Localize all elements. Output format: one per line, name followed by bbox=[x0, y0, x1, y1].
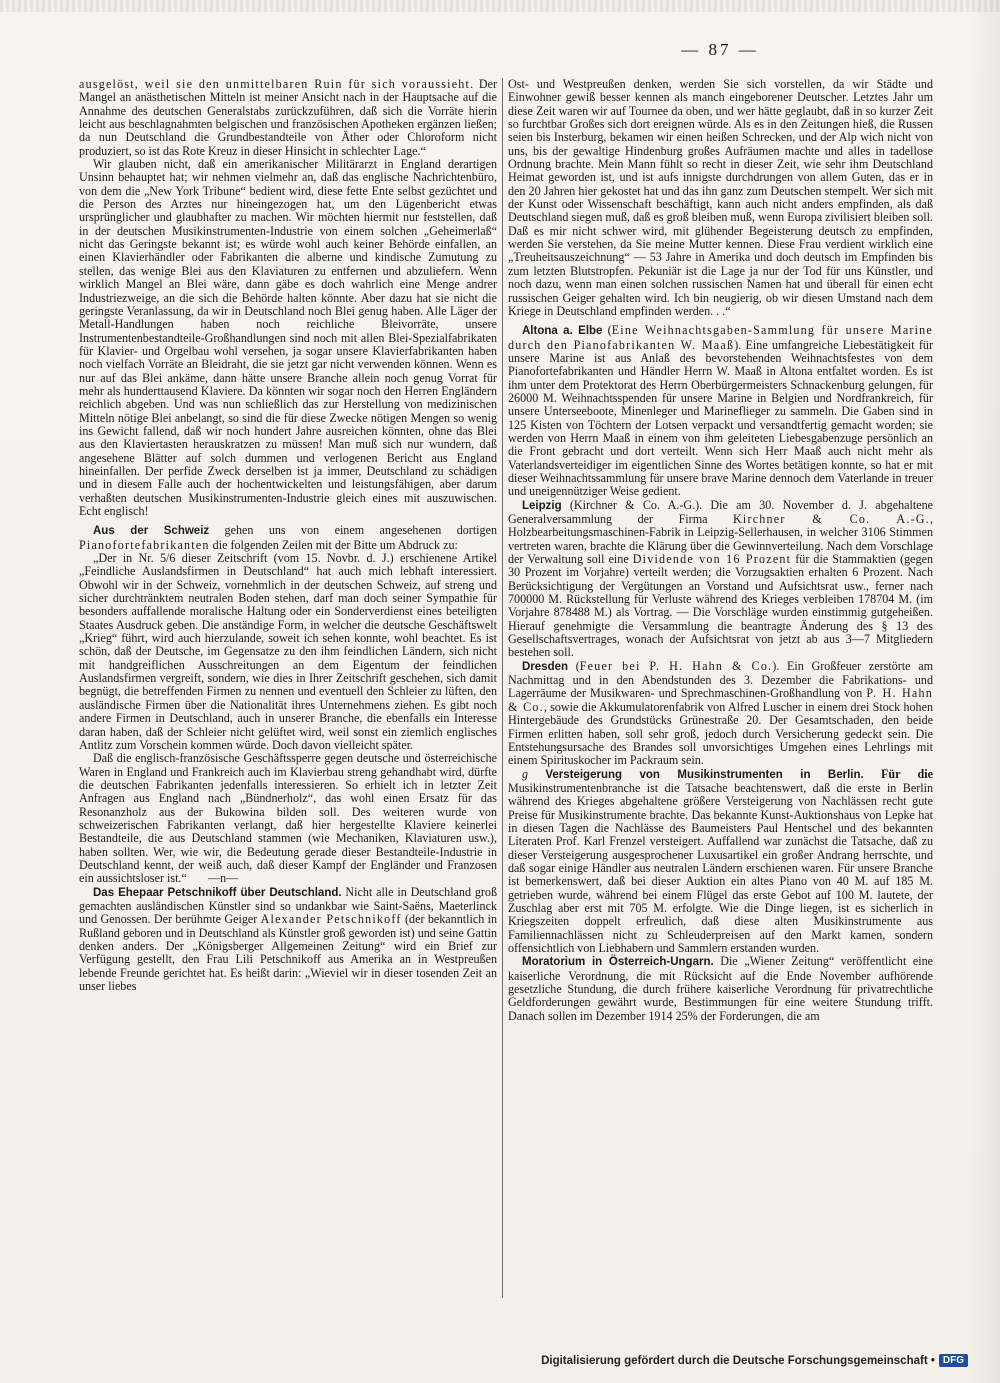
scan-top-edge bbox=[0, 0, 1000, 12]
article-paragraph: Daß die englisch-französische Geschäftssperre gegen deutsche und österreichische Waren in England und Frankreich auch im Klavierbau streng gehandhabt wird, dürfte die deutschen Fabrikanten jedenfalls interessieren. So erhielt ich in letzter Zeit Anfragen aus England nach „Bündnerholz“, das wohl einen Ersatz für das Resonanzholz aus der Bukowina bilden soll. Des weiteren wurde von schweizerischen Fabrikanten verlangt, daß hier hergestellte Klaviere keinerlei Bestandteile, die aus Deutschland stammen (wie Mechaniken, Klaviaturen usw.), haben sollten. Wer, wie wir, die Bedeutung gerade dieser Bestandteile-Industrie in Deutschland kennt, der weiß auch, daß dieser Kampf der Engländer und Franzosen ein aussichtsloser ist.“ —n— bbox=[79, 751, 497, 886]
article-paragraph: Leipzig (Kirchner & Co. A.-G.). Die am 30. November d. J. abgehaltene Generalversammlung der Firma Kirchner & Co. A.-G., Holzbearbeitungsmaschinen-Fabrik in Leipzig-Sellerhausen, in welcher 3106 Stimmen vertreten waren, brachte die Klärung über die Gewinnverteilung. Nach dem Vorschlage der Verwaltung soll eine Dividende von 16 Prozent für die Stammaktien (gegen 30 Prozent im Vorjahre) verteilt werden; die Vorzugsaktien erhalten 6 Prozent. Nach Berücksichtigung der Vergütungen an Vorstand und Aufsichtsrat usw., ferner nach 700000 M. Rückstellung für Verluste während des Krieges verbleiben 178704 M. (im Vorjahre 878488 M.) als Vortrag. — Die Vorschläge wurden einstimmig gutgeheißen. Hierauf genehmigte die Versammlung die beantragte Änderung des § 13 des Gesellschaftsvertrages, wonach der Aufsichtsrat von jetzt ab aus 3—7 Mitgliedern bestehen soll. bbox=[508, 497, 933, 660]
article-paragraph: g Versteigerung von Musikinstrumenten in Berlin. Für die Musikinstrumentenbranche ist die Tatsache beachtenswert, daß die erste in Berlin während des Krieges abgehaltene größere Versteigerung von Nachlässen recht gute Preise für Musikinstrumente brachte. Das bekannte Kunst-Auktionshaus von Lepke hat in diesen Tagen die Nachlässe des Baumeisters Paul Hentschel und des bekannten Literaten Prof. Karl Frenzel versteigert. Auffallend war zunächst die Tatsache, daß zu dieser Versteigerung ausgesprochener Luxusartikel ein großer Andrang herrschte, und daß sogar einige Händler aus neutralen Ländern erschienen waren. Für unsere Branche ist bemerkenswert, daß bei dieser Auktion ein altes Piano von 40 M. auf 185 M. getrieben wurde, während bei einem Flügel das erste Gebot auf 100 M. lautete, der Zuschlag aber erst mit 705 M. erfolgte. Wie die Dinge liegen, ist es sicherlich in Kriegszeiten doppelt erfreulich, daß diese alten Musikinstrumente aus Familiennachlässen nicht zu Schleuderpreisen auf den Markt kamen, sondern offensichtlich von Liebhabern und Sammlern erstanden wurden. bbox=[508, 766, 933, 955]
left-column bbox=[79, 78, 497, 993]
article-paragraph: Moratorium in Österreich-Ungarn. Die „Wiener Zeitung“ veröffentlicht eine kaiserliche Verordnung, die mit Rücksicht auf die Ende November aufhörende gesetzliche Stundung, die durch frühere kaiserliche Verordnung für privatrechtliche Geldforderungen gewährt wurde, Bestimmungen für eine weitere Stundung trifft. Danach sollen im Dezember 1914 25% der Forderungen, die am bbox=[508, 954, 933, 1023]
footer-credit bbox=[541, 1354, 968, 1367]
article-paragraph: Ost- und Westpreußen denken, werden Sie sich vorstellen, da wir Städte und Einwohner gewiß besser kennen als manch eingeborener Deutscher. Letztes Jahr um diese Zeit waren wir auf Tournee da oben, und wer hätte geglaubt, daß in so kurzer Zeit so furchtbar Großes sich dort ereignen würde. Als es in den Zeitungen hieß, die Russen seien bis Insterburg, bekamen wir einen heißen Schrecken, und der Alp wich nicht von uns, bis der gewaltige Hindenburg großes Aufräumen machte und alles in tadellose Ordnung brachte. Mein Mann fühlt so recht in dieser Zeit, wie sehr ihm Deutschland Heimat geworden ist, und ist aufs innigste durchdrungen von allem Guten, das er in den 20 Jahren hier gekostet hat und das ihn ganz zum Deutschen stempelt. Wer sich mit der Kunst oder Wissenschaft beschäftigt, kann auch nicht anders empfinden, als daß Deutschland siegen muß, daß es groß bleiben muß, wenn Europa zivilisiert bleiben soll. Daß es mir nicht schwer wird, mit glühender Begeisterung deutsch zu empfinden, werden Sie verstehen, da Sie meine Mutter kennen. Diese Frau verdient wirklich eine „Treuheitsauszeichnung“ — 53 Jahre in Amerika und doch deutsch im Empfinden bis zum letzten Blutstropfen. Pekuniär ist die Lage ja nur der Tod für uns Künstler, und noch dazu, wenn man einen solchen russischen Namen hat und überall für einen echt russischen Geiger gehalten wird. Ich bin neugierig, ob wir diesen Umstand nach dem Kriege in Deutschland empfinden werden. . .“ bbox=[508, 77, 933, 318]
article-paragraph: Altona a. Elbe (Eine Weihnachtsgaben-Sammlung für unsere Marine durch den Pianofabrikanten W. Maaß). Eine umfangreiche Liebestätigkeit für unsere Marine ist aus Anlaß des bevorstehenden Weihnachtsfestes von dem Pianofortefabrikanten und Händler Herrn W. Maaß in Altona entfaltet worden. Es ist ihm unter dem Protektorat des Herrn Oberbürgermeisters Schnackenburg gelungen, für 26000 M. Weihnachtsspenden für unsere Marine in Belgien und Nordfrankreich, für unsere Unterseeboote, Minenleger und Marineflieger zu sammeln. Die Gaben sind in 125 Kisten von Töchtern der Lotsen verpackt und versandtfertig gemacht worden; sie werden von Herrn Maaß in einem von ihm geleiteten Liebesgabenzuge persönlich an die Front gebracht und dort verteilt. Wenn sich Herr Maaß auch nicht mehr als Vaterlandsverteidiger im eigentlichen Sinne des Wortes betätigen konnte, so hat er mit dieser Weihnachtssammlung für unsere brave Marine dennoch dem Vaterlande in treuer und uneigennütziger Weise gedient. bbox=[508, 323, 933, 499]
column-divider bbox=[502, 78, 503, 1298]
article-paragraph: ausgelöst, weil sie den unmittelbaren Ruin für sich voraussieht. Der Mangel an anästhetischen Mitteln ist meiner Ansicht nach in der Hauptsache auf die Annahme des deutschen Generalstabs zurückzuführen, daß sich die Vorräte hierin leicht aus beschlagnahmten belgischen und französischen Apotheken ergänzen ließen; da nun Deutschland die Grundbestandteile von Äther oder Chloroform nicht produziert, so ist das Rote Kreuz in dieser Hinsicht in schlechter Lage.“ bbox=[79, 77, 497, 158]
footer-text: Digitalisierung gefördert durch die Deutsche Forschungsgemeinschaft • bbox=[541, 1354, 935, 1367]
article-paragraph: Aus der Schweiz gehen uns von einem angesehenen dortigen Pianofortefabrikanten die folgenden Zeilen mit der Bitte um Abdruck zu: bbox=[79, 523, 498, 552]
page-number-header bbox=[0, 40, 1000, 60]
article-paragraph: Das Ehepaar Petschnikoff über Deutschland. Nicht alle in Deutschland groß gemachten ausländischen Künstler sind so undankbar wie Saint-Saëns, Maeterlinck und Genossen. Der berühmte Geiger Alexander Petschnikoff (der bekanntlich in Rußland geboren und in Deutschland als Künstler groß geworden ist) und seine Gattin denken anders. Der „Königsberger Allgemeinen Zeitung“ wird ein Brief zur Verfügung gestellt, den Frau Lili Petschnikoff aus Amerika an in Westpreußen lebende Freunde gerichtet hat. Es heißt darin: „Wieviel wir in dieser tosenden Zeit an unser liebes bbox=[79, 884, 498, 994]
scan-right-edge bbox=[970, 0, 1000, 1383]
dfg-logo: DFG bbox=[939, 1354, 968, 1367]
article-paragraph: „Der in Nr. 5/6 dieser Zeitschrift (vom 15. Novbr. d. J.) erschienene Artikel „Feindliche Auslandsfirmen in Deutschland“ hat auch mich lebhaft interessiert. Obwohl wir in der Schweiz, vornehmlich in der deutschen Schweiz, auf streng und sicher durchtränktem neutralen Boden stehen, darf man doch seiner Sympathie für besonders auffallende moralische Haltung oder ein Sonderverdienst eines beteiligten Staates Ausdruck geben. Die anständige Form, in welcher die deutsche Geschäftswelt „Krieg“ führt, wird auch hierzulande, soweit ich sehen konnte, wohl beachtet. Es ist schön, daß der Deutsche, im Gegensatze zu den ihm feindlichen Ländern, sich nicht mit handgreiflichen Ausschreitungen an dem Eigentum der feindlichen Auslandsfirmen vergreift, sondern, wie dies in Ihrer Zeitschrift geschehen, sich damit begnügt, die betreffenden Firmen zu nennen und eventuell den Schleier zu lüften, den ausländische Firmen über die Nationalität ihres Unternehmens ziehen. Es gibt noch andere Firmen in Deutschland, auch in unserer Branche, die ebenfalls ein Interesse daran haben, daß der Schleier nicht gelüftet wird, weil sonst ein ziemlich englisches Antlitz zum Vorschein kommen würde. Doch davon vielleicht später. bbox=[79, 551, 497, 752]
article-paragraph: Wir glauben nicht, daß ein amerikanischer Militärarzt in England derartigen Unsinn behauptet hat; wir nehmen vielmehr an, daß das englische Nachrichtenbüro, von dem die „New York Tribune“ bedient wird, diese fette Ente selbst gezüchtet und die Person des Arztes nur hineingezogen hat, um den Lügenbericht etwas ursprünglicher und glaubhafter zu machen. Wir möchten hiermit nur feststellen, daß in der deutschen Musikinstrumenten-Industrie von einem solchen „Geheimerlaß“ nicht das Geringste bekannt ist; es würde wohl auch keiner Behörde einfallen, an einen Klavierhändler oder Fabrikanten die alberne und kindische Zumutung zu stellen, das wenige Blei aus den Klaviaturen zu entfernen und abzuliefern. Wenn wirklich Mangel an Blei wäre, dann gäbe es doch wahrlich eine Menge andrer Industriezweige, an die sich die Behörde halten könnte. Aber dazu hat sie nicht die geringste Veranlassung, da wir in Deutschland noch Blei genug haben. Alle Läger der Metall-Handlungen haben noch reichliche Bleivorräte, unsere Instrumentenbestandteile-Großhandlungen sind noch mit allen Blei-Spezialfabrikaten für Klavier- und Orgelbau wohl versehen, ja sogar unsere Klavierfabrikanten haben noch vielfach Vorräte an Bleidraht, die sie jetzt gar nicht verwenden können. Wenn es nur auf das Blei ankäme, dann hätte unsere Branche allein noch genug Vorrat für mehr als hunderttausend Klaviere. Da könnten wir sogar noch den Herren Engländern reichlich abgeben. Und was nun schließlich das zur Herstellung von medizinischen Mitteln nötige Blei anbelangt, so sind die für diese Zwecke nötigen Mengen so wenig ins Gewicht fallend, daß wir noch hundert Jahre ausreichen könnten, ohne das Blei aus den Klaviertasten herauskratzen zu müssen! Man muß sich nur wundern, daß angesehene Blätter auf solch dummen und verlogenen Bericht aus England hineinfallen. Der perfide Zweck derselben ist ja immer, Deutschland zu schädigen und in diesem Falle auch der hochentwickelten und leistungsfähigen, aber darum verhaßten deutschen Musikinstrumenten-Industrie gleich eines mit auszuwischen. Echt englisch! bbox=[79, 157, 497, 518]
page-number: — 87 — bbox=[681, 40, 759, 59]
article-paragraph: Dresden (Feuer bei P. H. Hahn & Co.). Ein Großfeuer zerstörte am Nachmittag und in den Abendstunden des 3. Dezember die Fabrikations- und Lagerräume der Musikwaren- und Sprechmaschinen-Großhandlung von P. H. Hahn & Co., sowie die Akkumulatorenfabrik von Alfred Luscher in einem drei Stock hohen Hintergebäude des Grundstücks Grünestraße 20. Der Gesamtschaden, den beide Firmen erlitten haben, soll sehr groß, jedoch durch Versicherung gedeckt sein. Die Entstehungsursache des Brandes soll unvorsichtiges Umgehen eines Lehrlings mit einem Spirituskocher im Packraum sein. bbox=[508, 658, 933, 768]
right-column bbox=[508, 78, 933, 1023]
